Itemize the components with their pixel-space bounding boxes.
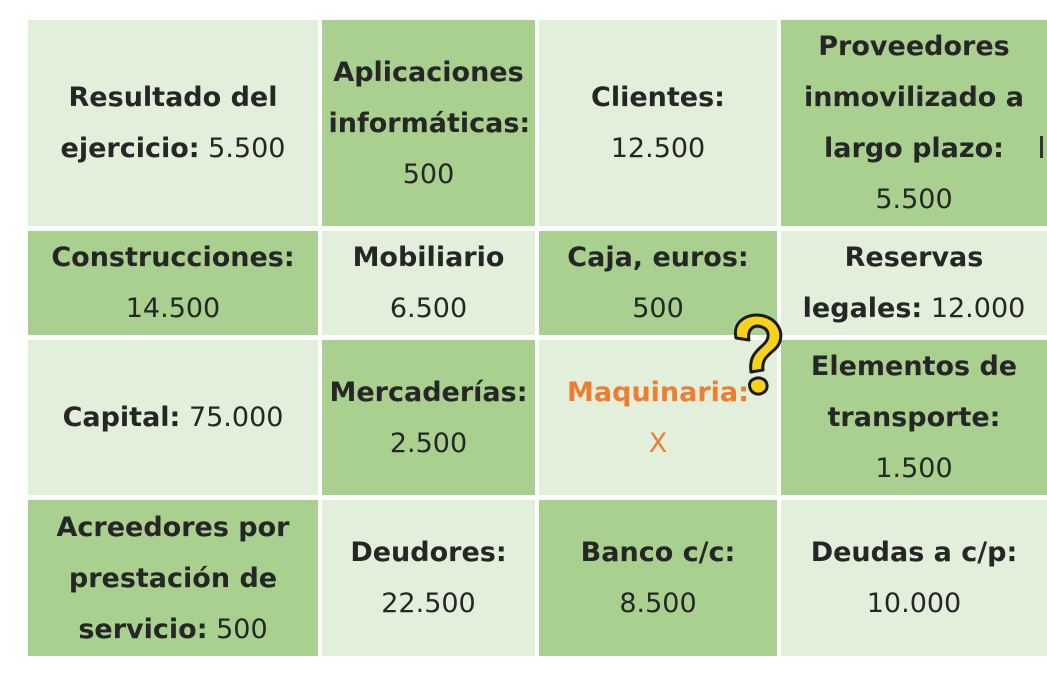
- question-mark-icon: [722, 310, 788, 402]
- cell-label: Deudores:: [350, 537, 507, 568]
- cell-label: Mobiliario: [352, 242, 505, 273]
- cell-value: 500: [402, 158, 455, 190]
- cell-label: Banco c/c:: [580, 537, 736, 568]
- cell-label: Maquinaria:: [567, 376, 749, 408]
- cell-value: 12.500: [610, 133, 706, 164]
- cell-value: X: [648, 427, 668, 459]
- cell-value: 10.000: [866, 588, 962, 619]
- cell-reservas-legales: [781, 231, 1047, 335]
- cell-value: 5.500: [875, 184, 953, 215]
- cell-value: 500: [632, 293, 684, 324]
- cell-resultado-ejercicio: [28, 20, 318, 226]
- cell-value: 14.500: [125, 293, 221, 324]
- cell-label: Deudas a c/p:: [810, 537, 1018, 568]
- cell-elementos-transporte: [781, 340, 1047, 495]
- cell-label: Proveedores inmovilizado a largo plazo:: [804, 31, 1024, 164]
- cell-label: Clientes:: [591, 82, 725, 113]
- balance-items-grid: [28, 20, 1047, 656]
- cell-aplicaciones-informaticas: [322, 20, 535, 226]
- cell-label: Capital:: [62, 402, 181, 433]
- cell-value: 8.500: [619, 588, 697, 619]
- edge-mark: [1040, 136, 1043, 158]
- cell-construcciones: [28, 231, 318, 335]
- cell-deudores: [322, 500, 535, 656]
- cell-label: Reservas legales:: [802, 242, 984, 324]
- cell-value: 6.500: [389, 293, 468, 324]
- cell-proveedores-inmovilizado: [781, 20, 1047, 226]
- cell-label: Caja, euros:: [567, 242, 749, 273]
- cell-deudas-cp: [781, 500, 1047, 656]
- cell-acreedores-prestacion: [28, 500, 318, 656]
- cell-value: 12.000: [930, 293, 1026, 324]
- cell-value: 5.500: [208, 133, 286, 164]
- cell-clientes: [539, 20, 777, 226]
- cell-value: 1.500: [875, 453, 953, 484]
- cell-banco-cc: [539, 500, 777, 656]
- cell-value: 500: [216, 613, 268, 645]
- cell-label: Mercaderías:: [329, 376, 528, 408]
- cell-capital: [28, 340, 318, 495]
- cell-label: Construcciones:: [51, 242, 295, 273]
- cell-value: 22.500: [381, 588, 476, 619]
- cell-mobiliario: [322, 231, 535, 335]
- cell-label: Acreedores por prestación de servicio:: [56, 511, 290, 645]
- cell-mercaderias: [322, 340, 535, 495]
- cell-value: 75.000: [188, 402, 284, 433]
- cell-value: 2.500: [389, 427, 468, 459]
- cell-label: Elementos de transporte:: [810, 351, 1018, 433]
- cell-label: Aplicaciones informáticas:: [328, 56, 531, 139]
- cell-label: Resultado del ejercicio:: [60, 82, 278, 164]
